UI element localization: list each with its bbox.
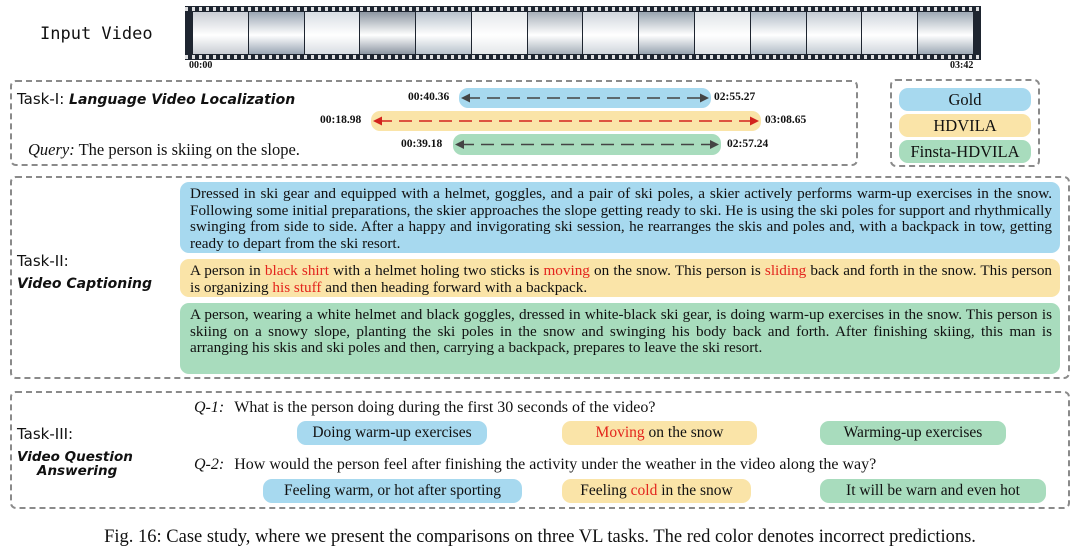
gold-caption-text: Dressed in ski gear and equipped with a helmet, goggles, and a pair of ski poles, a skier actively performs warm-up exercises in the snow. Following some initial preparations, the skier approaches the slope getting ready to ski. He is using the ski poles for support and rhythmically swinging from side to side. After a happy and invigorating ski session, he rearranges the skis and poles and, with a backpack in tow, getting ready to depart from the ski resort. — [190, 185, 1052, 252]
video-start-time: 00:00 — [189, 60, 213, 71]
finsta-localization-arrow — [453, 134, 721, 155]
film-holes-top — [185, 7, 981, 11]
legend-finsta-label: Finsta-HDVILA — [910, 142, 1020, 161]
video-frame — [583, 12, 638, 54]
q2-gold-text: Feeling warm, or hot after sporting — [284, 482, 501, 499]
q2-finsta-answer — [820, 479, 1046, 503]
video-frame — [305, 12, 360, 54]
question-2 — [194, 456, 876, 474]
hdvila-caption-part2: with a helmet holing two sticks is — [328, 262, 544, 279]
q2-hdvila-post: in the snow — [657, 482, 733, 499]
legend-gold — [899, 88, 1031, 111]
task2-title: Video Captioning — [17, 276, 153, 292]
hdvila-caption — [180, 259, 1060, 297]
hdvila-caption-error2: moving — [543, 262, 590, 279]
hdvila-localization-arrow — [371, 111, 761, 131]
video-frame — [751, 12, 806, 54]
hdvila-caption-part5: and then heading forward with a backpack. — [321, 278, 588, 296]
legend-finsta — [899, 140, 1031, 163]
q1-label: Q-1: — [194, 399, 225, 416]
legend-gold-label: Gold — [948, 90, 982, 109]
video-frame — [416, 12, 471, 54]
q2-finsta-text: It will be warn and even hot — [846, 482, 1020, 499]
hdvila-caption-part4: back and forth in the snow. This person is organizing — [190, 262, 1053, 296]
hdvila-caption-error3: sliding — [764, 262, 807, 279]
task3-title-line2: Answering — [37, 463, 118, 479]
task3-title-prefix: Task-III: — [17, 425, 74, 443]
finsta-caption-text: A person, wearing a white helmet and black goggles, dressed in white-black ski gear, is doing warm-up exercises in the snow. This person is skiing on a snowy slope, planting the ski poles in the snow and swinging his body back and forth. After finishing skiing, this man is arranging his skis and ski poles and then, carrying a backpack, prepares to leave the ski resort. — [190, 306, 1052, 357]
task1-query — [28, 140, 300, 160]
input-video-label: Input Video — [40, 24, 153, 44]
q1-hdvila-error: Moving — [595, 424, 645, 441]
q1-hdvila-rest: on the snow — [644, 424, 724, 441]
q1-finsta-text: Warming-up exercises — [843, 424, 983, 441]
task1-title — [17, 90, 295, 108]
hdvila-start: 00:18.98 — [320, 114, 362, 126]
q2-label: Q-2: — [194, 456, 225, 473]
q2-hdvila-error: cold — [630, 482, 658, 499]
hdvila-caption-error1: black shirt — [264, 262, 329, 279]
hdvila-end: 03:08.65 — [765, 114, 807, 126]
video-filmstrip — [185, 6, 981, 60]
task3-title-line1: Video Question — [17, 449, 133, 465]
video-frames — [193, 12, 973, 54]
gold-start: 00:40.36 — [408, 91, 450, 103]
gold-end: 02:55.27 — [714, 91, 756, 103]
query-text: The person is skiing on the slope. — [78, 140, 300, 159]
query-label: Query: — [28, 140, 75, 159]
video-frame — [193, 12, 248, 54]
q1-gold-text: Doing warm-up exercises — [312, 424, 472, 441]
q1-hdvila-answer — [562, 421, 757, 445]
hdvila-caption-part1: A person in — [190, 262, 265, 279]
video-frame — [528, 12, 583, 54]
hdvila-caption-part3: on the snow. This person is — [589, 262, 765, 279]
q1-text: What is the person doing during the first 30 seconds of the video? — [234, 399, 656, 416]
task1-title-prefix: Task-I: — [17, 90, 65, 108]
finsta-start: 00:39.18 — [401, 138, 443, 150]
hdvila-caption-error4: his stuff — [272, 278, 322, 296]
video-end-time: 03:42 — [950, 60, 974, 71]
video-frame — [695, 12, 750, 54]
legend-hdvila-label: HDVILA — [933, 116, 997, 135]
q1-finsta-answer — [820, 421, 1006, 445]
video-frame — [639, 12, 694, 54]
q2-hdvila-pre: Feeling — [580, 482, 631, 499]
video-frame — [862, 12, 917, 54]
figure-caption: Fig. 16: Case study, where we present the comparisons on three VL tasks. The red color denotes incorrect predictions. — [104, 527, 976, 547]
video-frame — [249, 12, 304, 54]
video-frame — [918, 12, 973, 54]
gold-caption — [180, 182, 1060, 253]
task1-title-name: Language Video Localization — [69, 92, 296, 108]
q2-text: How would the person feel after finishing the activity under the weather in the video along the way? — [234, 456, 877, 473]
video-frame — [807, 12, 862, 54]
q2-hdvila-answer — [562, 479, 751, 503]
gold-localization-arrow — [459, 88, 711, 108]
legend-hdvila — [899, 114, 1031, 137]
finsta-caption — [180, 303, 1060, 374]
finsta-end: 02:57.24 — [727, 138, 769, 150]
q1-gold-answer — [297, 421, 487, 445]
q2-gold-answer — [263, 479, 522, 503]
video-frame — [472, 12, 527, 54]
question-1 — [194, 399, 655, 417]
task2-title-prefix: Task-II: — [17, 252, 69, 270]
video-frame — [360, 12, 415, 54]
film-holes-bottom — [185, 55, 981, 59]
